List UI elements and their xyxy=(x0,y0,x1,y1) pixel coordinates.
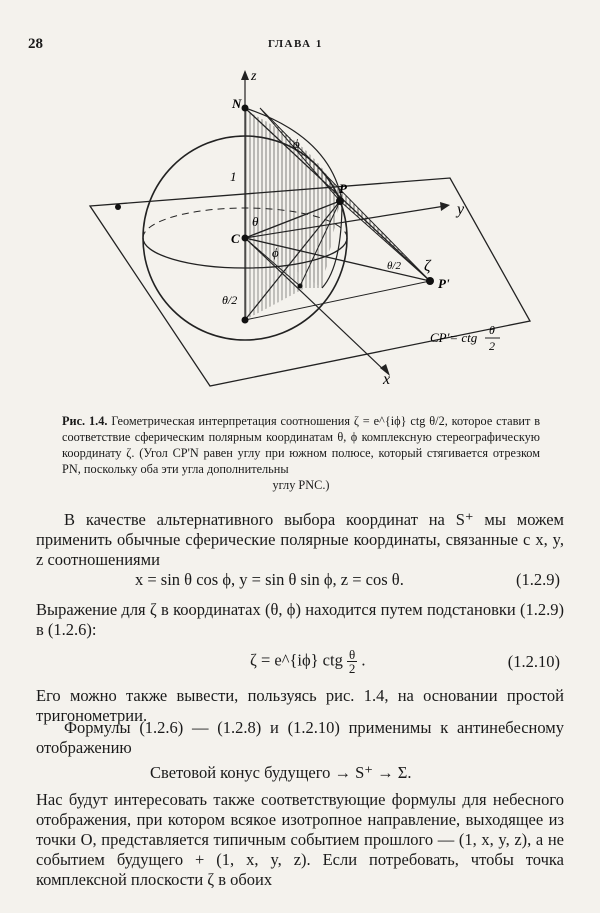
equation-2-fraction xyxy=(347,648,357,675)
label-phi-low: ϕ xyxy=(272,245,279,260)
label-x: x xyxy=(383,371,391,388)
equation-2 xyxy=(250,648,365,675)
paragraph-5: Нас будут интересовать также соответствующие формулы для небесного отображения, при котором всякое изотропное направление, выходящее из точки O, представляется типичным событием прошлого — (1, x, y, z), а не событием будущего + (1, x, y, z). Если потребовать, чтобы точка комплексной плоскости ζ в обоих xyxy=(36,790,564,889)
point-plane xyxy=(115,204,121,210)
label-zeta: ζ xyxy=(424,258,431,275)
caption-text: Геометрическая интерпретация соотношения ζ = e^{iϕ} ctg θ/2, которое ставит в соответствие сферическим полярным координатам θ, ϕ комплексную стереографическую координату ζ. (Угол CP'N равен углу при южном полюсе, который стягивается отрезком PN, поскольку оба эти угла дополнительны xyxy=(62,414,541,476)
figure-caption xyxy=(62,413,540,493)
figure-sphere-projection xyxy=(60,66,540,406)
label-cp-num: θ xyxy=(489,323,495,337)
equation-2-end: . xyxy=(361,650,366,670)
paragraph-2: Выражение для ζ в координатах (θ, ϕ) находится путем подстановки (1.2.9) в (1.2.6): xyxy=(36,600,564,639)
label-cp-den: 2 xyxy=(489,339,495,353)
label-one: 1 xyxy=(230,169,237,184)
equation-2-left: ζ = e^{iϕ} ctg xyxy=(250,650,343,670)
chapter-title: ГЛАВА 1 xyxy=(268,38,323,50)
equation-2-numerator: θ xyxy=(348,647,356,662)
point-C xyxy=(242,235,249,242)
label-cp: CP'= ctg xyxy=(430,330,478,345)
label-C: C xyxy=(231,231,240,246)
label-phi-top: ϕ xyxy=(293,136,300,151)
label-P-prime: P' xyxy=(438,276,450,291)
label-P: P xyxy=(339,181,347,196)
equation-2-number: (1.2.10) xyxy=(507,652,560,671)
label-theta-half-right: θ/2 xyxy=(387,260,401,272)
point-P-prime xyxy=(426,277,434,285)
paragraph-3: Его можно также вывести, пользуясь рис. 1.4, на основании простой тригонометрии. xyxy=(36,686,564,725)
label-z: z xyxy=(251,69,257,84)
label-theta: θ xyxy=(252,214,259,229)
equation-1: x = sin θ cos ϕ, y = sin θ sin ϕ, z = cos θ. xyxy=(135,570,404,589)
point-south xyxy=(242,317,249,324)
point-N xyxy=(242,105,249,112)
paragraph-1: В качестве альтернативного выбора координат на S⁺ мы можем применить обычные сферические полярные координаты, связанные с x, y, z соотношениями xyxy=(36,510,564,569)
equation-3: Световой конус будущего → S⁺ → Σ. xyxy=(150,763,412,782)
equation-1-number: (1.2.9) xyxy=(516,570,560,589)
caption-label: Рис. 1.4. xyxy=(62,414,108,428)
equation-2-denominator: 2 xyxy=(348,661,356,676)
page-number: 28 xyxy=(28,36,43,52)
label-y: y xyxy=(457,201,465,218)
point-P xyxy=(336,197,344,205)
label-theta-half-left: θ/2 xyxy=(222,293,238,307)
caption-last-line: углу PNC.) xyxy=(272,478,330,492)
label-N: N xyxy=(232,96,242,111)
paragraph-4: Формулы (1.2.6) — (1.2.8) и (1.2.10) применимы к антинебесному отображению xyxy=(36,718,564,757)
